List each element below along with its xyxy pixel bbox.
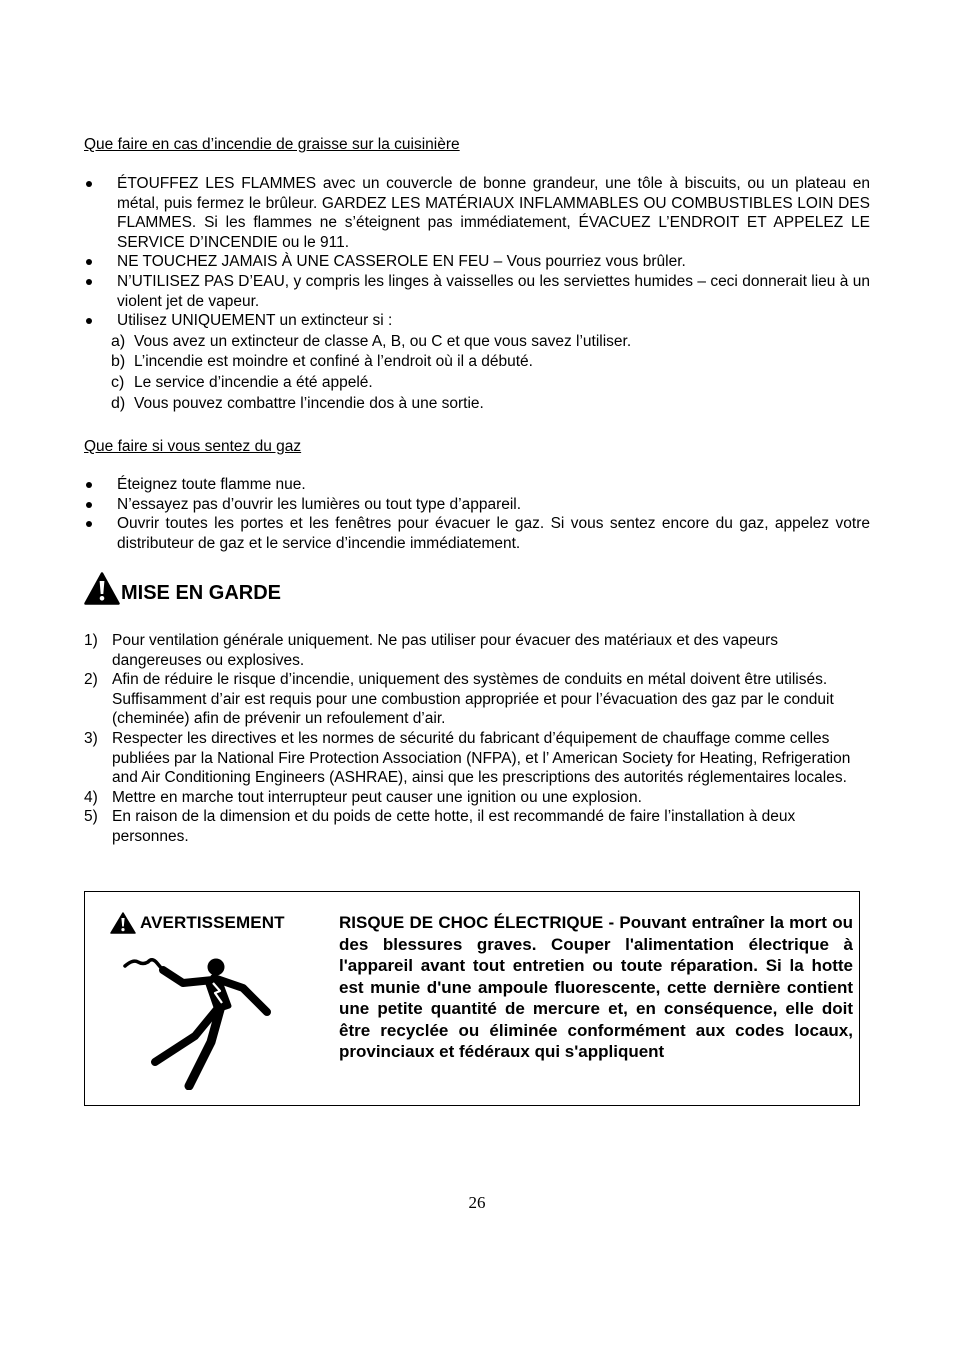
electric-shock-warning-box — [84, 891, 860, 1106]
list-item: c) Le service d’incendie a été appelé. — [111, 374, 373, 392]
section-heading-gas-smell: Que faire si vous sentez du gaz — [84, 438, 302, 455]
list-item: NE TOUCHEZ JAMAIS À UNE CASSEROLE EN FEU – Vous pourriez vous brûler. — [84, 252, 870, 272]
page-number: 26 — [468, 1193, 486, 1212]
list-item: ÉTOUFFEZ LES FLAMMES avec un couvercle de bonne grandeur, une tôle à biscuits, ou un plateau en métal, puis fermez le brûleur. GARDEZ LES MATÉRIAUX INFLAMMABLES OU COMBUSTIBLES LOIN DES FLAMMES. Si les flammes ne s’éteignent pas immédiatement, ÉVACUEZ L’ENDROIT ET APPELEZ LE SERVICE D’INCENDIE ou le 911. — [84, 174, 870, 252]
electric-shock-icon — [121, 950, 271, 1090]
extinguisher-conditions-list — [111, 332, 870, 415]
list-item: 4) Mettre en marche tout interrupteur peut causer une ignition ou une explosion. — [84, 788, 642, 806]
warning-label: AVERTISSEMENT — [110, 912, 285, 934]
grease-fire-bullet-list — [84, 174, 870, 415]
list-item: b) L’incendie est moindre et confiné à l’endroit où il a débuté. — [111, 353, 533, 371]
section-heading-grease-fire: Que faire en cas d’incendie de graisse sur la cuisinière — [84, 136, 460, 153]
list-item: 2) Afin de réduire le risque d’incendie, uniquement des systèmes de conduits en métal doivent être utilisés. Suffisamment d’air est requis pour une combustion appropriée et pour l’évacuation des gaz par le conduit (cheminée) afin de prévenir un refoulement d’air. — [84, 671, 834, 728]
list-item: N’essayez pas d’ouvrir les lumières ou tout type d’appareil. — [84, 495, 870, 515]
mise-en-garde-title: MISE EN GARDE — [121, 582, 282, 604]
gas-smell-bullet-list — [84, 475, 870, 553]
list-item: Utilisez UNIQUEMENT un extincteur si : a) Vous avez un extincteur de classe A, B, ou C et que vous savez l’utiliser. b) L’incendie est moindre et confiné à l’endroit où il a débuté. c) Le service d’incendie a été appelé. d) Vous pouvez combattre l’incendie dos à une sortie. — [84, 311, 870, 414]
list-item: 3) Respecter les directives et les normes de sécurité du fabricant d’équipement de chauffage comme celles publiées par la National Fire Protection Association (NFPA), et l’ American Society for Heating, Refrigeration and Air Conditioning Engineers (ASHRAE), ainsi que les prescriptions des autorités réglementaires locales. — [84, 729, 851, 787]
warning-triangle-icon — [110, 912, 136, 934]
list-item: Éteignez toute flamme nue. — [84, 475, 870, 495]
mise-en-garde-heading — [84, 572, 281, 605]
warning-triangle-icon — [84, 572, 120, 605]
list-item: Ouvrir toutes les portes et les fenêtres pour évacuer le gaz. Si vous sentez encore du gaz, appelez votre distributeur de gaz et le service d’incendie immédiatement. — [84, 514, 870, 553]
list-item: 1) Pour ventilation générale uniquement. Ne pas utiliser pour évacuer des matériaux et des vapeurs dangereuses ou explosives. — [84, 632, 779, 669]
electric-shock-warning-text: RISQUE DE CHOC ÉLECTRIQUE - Pouvant entraîner la mort ou des blessures graves. Couper l'alimentation électrique à l'appareil avant tout entretien ou toute réparation. Si la hotte est munie d'une ampoule fluorescente, cette dernière contient une petite quantité de mercure et, en conséquence, elle doit être recyclée ou éliminée conformément aux codes locaux, provinciaux et fédéraux qui s'appliquent — [339, 913, 853, 1061]
mise-en-garde-list — [84, 631, 870, 847]
list-item: a) Vous avez un extincteur de classe A, B, ou C et que vous savez l’utiliser. — [111, 332, 632, 350]
list-item: N’UTILISEZ PAS D’EAU, y compris les linges à vaisselles ou les serviettes humides – ceci donnerait lieu à un violent jet de vapeur. — [84, 272, 870, 311]
list-item: 5) En raison de la dimension et du poids de cette hotte, il est recommandé de faire l’installation à deux personnes. — [84, 808, 796, 845]
list-item: d) Vous pouvez combattre l’incendie dos à une sortie. — [111, 394, 484, 412]
